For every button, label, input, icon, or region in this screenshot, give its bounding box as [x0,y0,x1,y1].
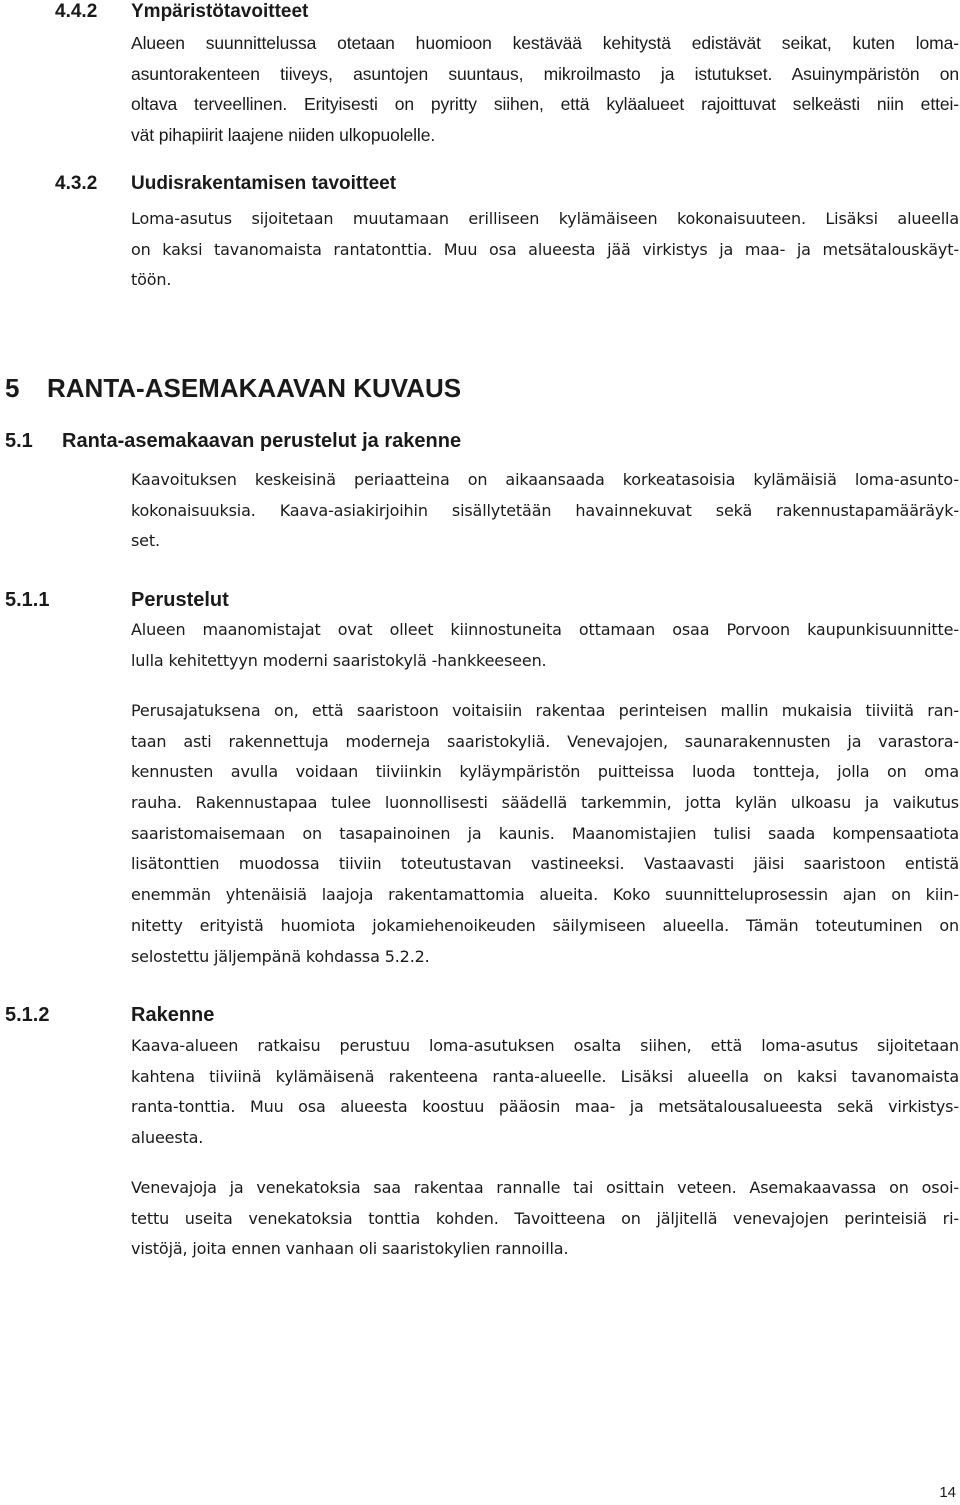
heading-5-1-1 [5,589,229,612]
text-line: vät pihapiirit laajene niiden ulkopuolelle. [131,125,436,146]
heading-5-1-2 [5,1004,214,1027]
text-line: on kaksi tavanomaista rantatonttia. Muu osa alueesta jää virkistys ja maa- ja metsätalouskäyt- [131,239,959,259]
heading-number: 4.3.2 [55,173,98,194]
text-line: nitetty erityistä huomiota jokamiehenoikeuden säilymiseen alueella. Tämän toteutuminen on [131,915,959,935]
text-line: Loma-asutus sijoitetaan muutamaan erilliseen kylämäiseen kokonaisuuteen. Lisäksi alueella [131,209,959,228]
heading-number: 4.4.2 [55,1,98,22]
text-line: saaristomaisemaan on tasapainoinen ja kaunis. Maanomistajien tulisi saada kompensaatiota [131,823,959,843]
text-line: Kaava-alueen ratkaisu perustuu loma-asutuksen osalta siihen, että loma-asutus sijoitetaan [131,1036,959,1055]
heading-title: Ranta-asemakaavan perustelut ja rakenne [62,430,462,452]
paragraph-rakenne-2 [131,1173,959,1265]
heading-title: Ympäristötavoitteet [131,1,309,22]
text-line: kahtena tiiviinä kylämäisenä rakenteena ranta-alueelle. Lisäksi alueella on kaksi tavanomaista [131,1066,959,1086]
heading-title: Uudisrakentamisen tavoitteet [131,173,397,194]
heading-4-4-2 [55,1,308,23]
text-line: lisätonttien muodossa tiiviin toteutustavan vastineeksi. Vastaavasti jäisi saaristoon entistä [131,854,959,874]
text-line: kokonaisuuksia. Kaava-asiakirjoihin sisällytetään havainnekuvat sekä rakennustapamääräyk- [131,500,959,520]
paragraph-rakenne-1 [131,1031,959,1154]
text-line: selostettu jäljempänä kohdassa 5.2.2. [131,946,430,966]
heading-chapter-5 [5,373,461,404]
heading-title: Perustelut [131,589,229,611]
text-line: asuntorakenteen tiiveys, asuntojen suuntaus, mikroilmasto ja istutukset. Asuinympäristön on [131,63,959,84]
heading-5-1 [5,430,461,453]
text-line: lulla kehitettyyn moderni saaristokylä -hankkeeseen. [131,650,547,670]
heading-title: Rakenne [131,1004,215,1026]
heading-number: 5.1 [5,430,33,452]
text-line: kennusten avulla voidaan tiiviinkin kyläympäristön puitteissa luoda tontteja, jolla on oma [131,762,959,782]
paragraph-ymparistotavoitteet [131,28,959,151]
text-line: Perusajatuksena on, että saaristoon voitaisiin rakentaa perinteisen mallin mukaisia tiiviitä ran- [131,701,959,720]
text-line: enemmän yhtenäisiä laajoja rakentamattomia alueita. Koko suunnitteluprosessin ajan on kiin- [131,885,959,905]
heading-title: RANTA-ASEMAKAAVAN KUVAUS [47,373,462,403]
heading-number: 5 [5,373,20,403]
heading-number: 5.1.2 [5,1004,50,1026]
page-number: 14 [939,1484,956,1501]
paragraph-perustelut-2 [131,696,959,972]
text-line: Alueen maanomistajat ovat olleet kiinnostuneita ottamaan osaa Porvoon kaupunkisuunnitte- [131,620,959,639]
paragraph-perustelut-ja-rakenne [131,465,959,557]
text-line: alueesta. [131,1128,204,1148]
text-line: set. [131,531,160,551]
text-line: tettu useita venekatoksia tonttia kohden. Tavoitteena on jäljitellä venevajojen perinteisiä ri- [131,1208,959,1228]
paragraph-uudisrakentamisen-tavoitteet [131,204,959,296]
text-line: oltava terveellinen. Erityisesti on pyritty siihen, että kyläalueet rajoittuvat selkeästi niin ettei- [131,94,959,115]
text-line: rauha. Rakennustapaa tulee luonnollisesti säädellä tarkemmin, jotta kylän ulkoasu ja vaikutus [131,793,959,813]
text-line: töön. [131,270,172,290]
text-line: ranta-tonttia. Muu osa alueesta koostuu pääosin maa- ja metsätalousalueesta sekä virkistys- [131,1097,959,1117]
text-line: Kaavoituksen keskeisinä periaatteina on aikaansaada korkeatasoisia kylämäisiä loma-asunto- [131,470,959,489]
text-line: taan asti rakennettuja moderneja saaristokyliä. Venevajojen, saunarakennusten ja varastora- [131,731,959,751]
text-line: Venevajoja ja venekatoksia saa rakentaa rannalle tai osittain veteen. Asemakaavassa on osoi- [131,1178,959,1197]
heading-4-3-2 [55,173,396,195]
paragraph-perustelut-1 [131,615,959,676]
text-line: vistöjä, joita ennen vanhaan oli saaristokylien rannoilla. [131,1239,569,1259]
heading-number: 5.1.1 [5,589,50,611]
text-line: Alueen suunnittelussa otetaan huomioon kestävää kehitystä edistävät seikat, kuten loma- [131,33,959,53]
